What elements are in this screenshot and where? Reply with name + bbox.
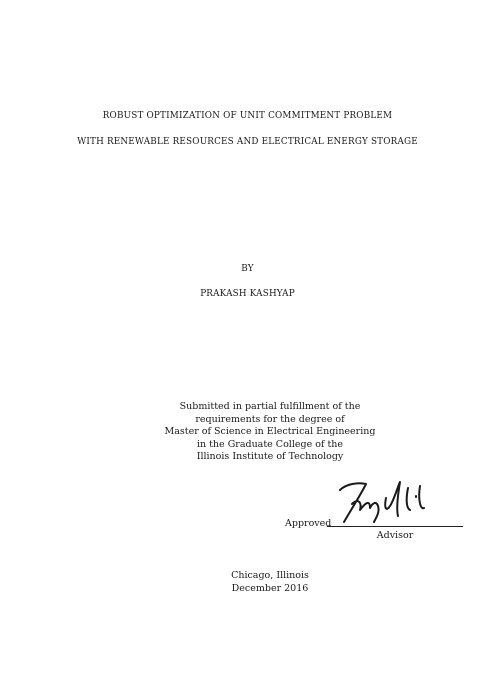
submission-line-1: Submitted in partial fulfillment of the	[179, 401, 361, 412]
submission-line-4: in the Graduate College of the	[196, 438, 344, 450]
advisor-signature	[336, 478, 440, 526]
submission-statement	[160, 401, 380, 464]
approved-label: Approved	[285, 518, 332, 529]
date-line: December 2016	[231, 582, 309, 594]
signature-line	[327, 526, 463, 527]
submission-line-3: Master of Science in Electrical Engineering	[164, 426, 376, 438]
place-and-date	[160, 570, 380, 595]
advisor-label: Advisor	[376, 530, 414, 541]
city-line: Chicago, Illinois	[231, 570, 309, 581]
submission-line-2: requirements for the degree of	[195, 413, 345, 425]
thesis-title-line-2: WITH RENEWABLE RESOURCES AND ELECTRICAL ENERGY STORAGE	[77, 137, 418, 147]
by-label: BY	[241, 264, 254, 274]
thesis-title-line-1: ROBUST OPTIMIZATION OF UNIT COMMITMENT PROBLEM	[102, 111, 393, 121]
author-name: PRAKASH KASHYAP	[200, 289, 295, 299]
submission-line-5: Illinois Institute of Technology	[196, 451, 344, 463]
